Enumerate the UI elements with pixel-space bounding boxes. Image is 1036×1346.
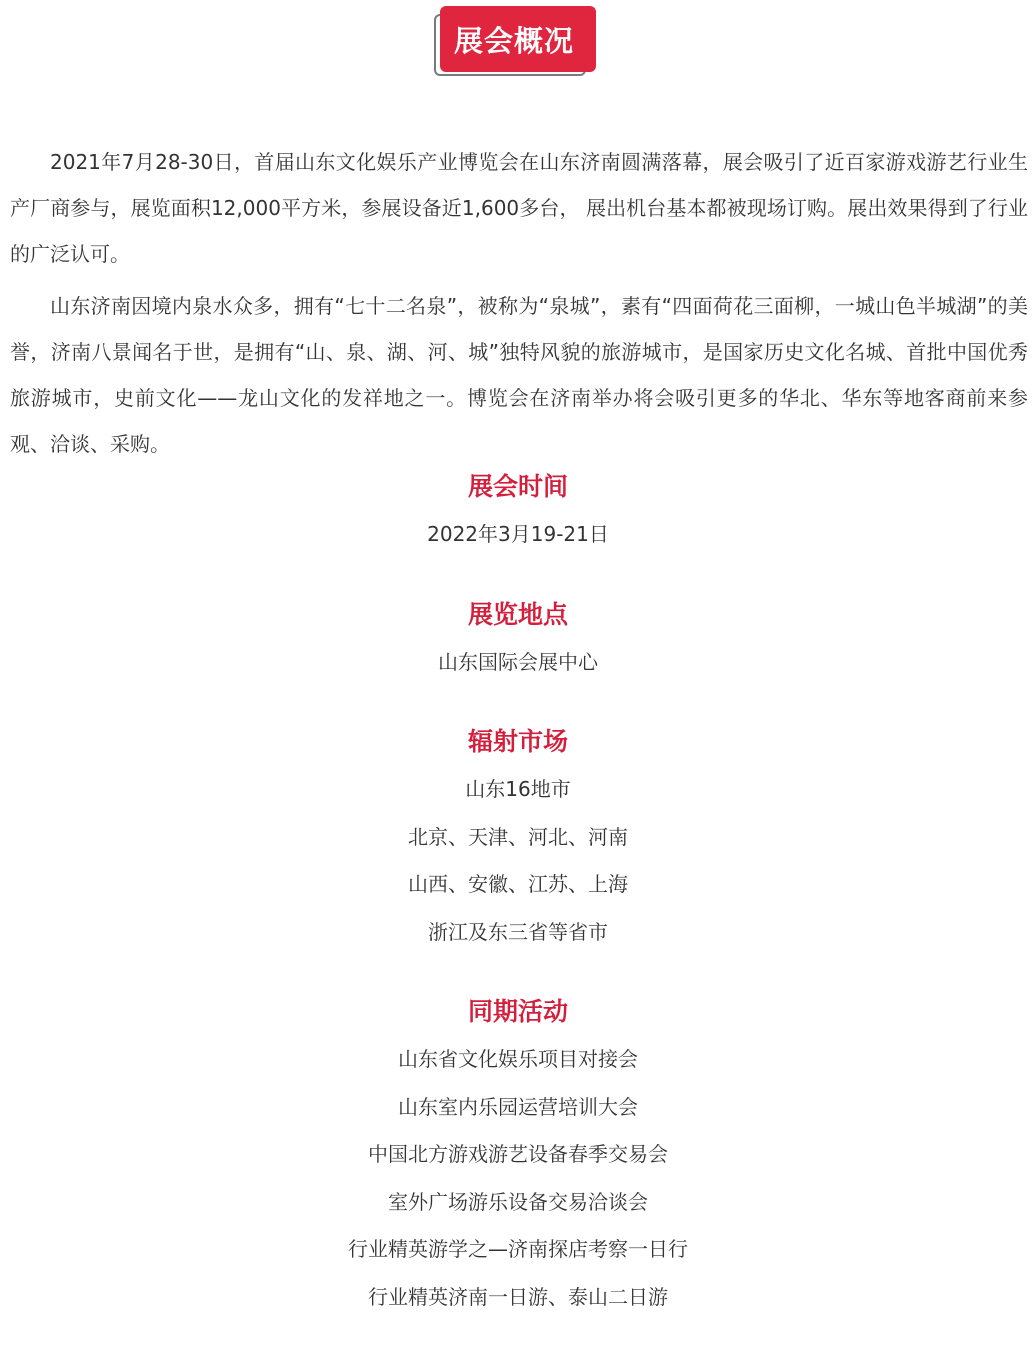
section-title-time: 展会时间: [467, 472, 568, 501]
section-activities: [0, 988, 1036, 1322]
venue-value: 山东国际会展中心: [438, 650, 598, 674]
intro-paragraph: 山东济南因境内泉水众多，拥有“七十二名泉”，被称为“泉城”，素有“四面荷花三面柳，一城山色半城湖”的美誉，济南八景闻名于世，是拥有“山、泉、湖、河、城”独特风貌的旅游城市，是国家历史文化名城、首批中国优秀旅游城市，史前文化——龙山文化的发祥地之一。博览会在济南举办将会吸引更多的华北、华东等地客商前来参观、洽谈、采购。: [10, 294, 1028, 456]
section-venue: [0, 591, 1036, 687]
section-title-activities: 同期活动: [467, 997, 568, 1026]
market-line: 浙江及东三省等省市: [428, 919, 608, 944]
intro-text: [10, 139, 1028, 473]
badge-title: 展会概况: [453, 24, 574, 58]
section-market: [0, 718, 1036, 956]
activity-line: 行业精英济南一日游、泰山二日游: [368, 1284, 668, 1309]
activity-line: 中国北方游戏游艺设备春季交易会: [368, 1142, 668, 1167]
market-line: 山东16地市: [465, 777, 571, 801]
activity-line: 行业精英游学之—济南探店考察一日行: [348, 1237, 688, 1262]
section-time: [0, 463, 1036, 559]
intro-paragraph: 2021年7月28-30日，首届山东文化娱乐产业博览会在山东济南圆满落幕，展会吸引了近百家游戏游艺行业生产厂商参与，展览面积12,000平方米，参展设备近1,600多台， 展出机台基本都被现场订购。展出效果得到了行业的广泛认可。: [10, 150, 1028, 266]
activity-line: 山东省文化娱乐项目对接会: [398, 1047, 638, 1071]
section-title-market: 辐射市场: [467, 727, 568, 756]
market-line: 北京、天津、河北、河南: [408, 824, 628, 849]
overview-badge: [434, 6, 596, 78]
activity-line: 山东室内乐园运营培训大会: [398, 1094, 638, 1119]
activity-line: 室外广场游乐设备交易洽谈会: [388, 1189, 648, 1214]
market-line: 山西、安徽、江苏、上海: [408, 872, 628, 897]
section-title-venue: 展览地点: [467, 600, 568, 629]
time-value: 2022年3月19-21日: [427, 522, 609, 546]
